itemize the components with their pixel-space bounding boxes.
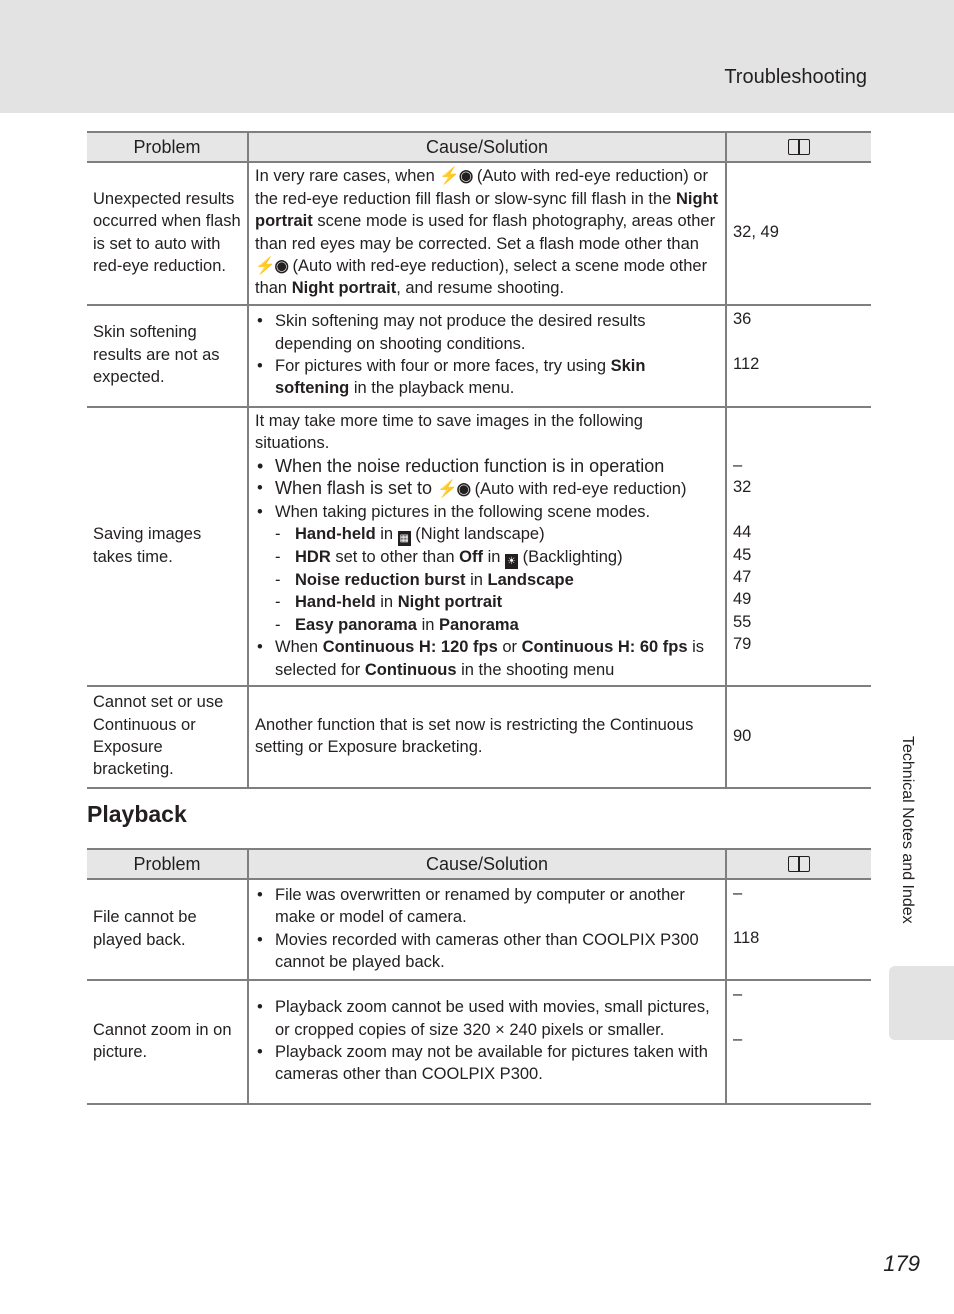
backlighting-icon: ☀ xyxy=(505,554,518,569)
cause-cell xyxy=(248,980,726,1104)
page-ref-cell: – 118 xyxy=(726,879,871,980)
dash-item: - Hand-held in ▦ (Night landscape) xyxy=(255,523,720,546)
bullet-item: • File was overwritten or renamed by computer or another make or model of camera. xyxy=(255,884,720,929)
bullet-item: • Movies recorded with cameras other than COOLPIX P300 cannot be played back. xyxy=(255,929,720,974)
bullet-item: • Playback zoom may not be available for pictures taken with cameras other than COOLPIX P300. xyxy=(255,1041,720,1086)
side-section-label: Technical Notes and Index xyxy=(899,736,916,924)
flash-red-eye-icon: ⚡◉ xyxy=(437,480,471,499)
table-row xyxy=(87,162,871,305)
problem-cell: Cannot zoom in on picture. xyxy=(87,980,248,1104)
page-ref-cell: – 32 44 45 47 49 55 79 xyxy=(726,407,871,686)
page-ref-header xyxy=(726,849,871,879)
page-ref-cell: 90 xyxy=(726,686,871,788)
table-row xyxy=(87,686,871,788)
problem-cell: Unexpected results occurred when flash is set to auto with red-eye reduction. xyxy=(87,162,248,305)
problem-cell: File cannot be played back. xyxy=(87,879,248,980)
problem-header: Problem xyxy=(87,132,248,162)
dash-item: - HDR set to other than Off in ☀ (Backlighting) xyxy=(255,546,720,569)
problem-cell: Skin softening results are not as expected. xyxy=(87,305,248,407)
bullet-item: • When flash is set to ⚡◉ (Auto with red-eye reduction) xyxy=(255,477,720,500)
playback-table xyxy=(87,848,871,1105)
page-ref-cell: – – xyxy=(726,980,871,1104)
flash-red-eye-icon: ⚡◉ xyxy=(255,256,288,275)
bullet-item: • When the noise reduction function is in operation xyxy=(255,455,720,477)
section-thumb-tab xyxy=(889,966,954,1040)
bullet-item: • Skin softening may not produce the desired results depending on shooting conditions. xyxy=(255,310,720,355)
flash-red-eye-icon: ⚡◉ xyxy=(439,167,473,186)
table-row xyxy=(87,980,871,1104)
problem-cell: Cannot set or use Continuous or Exposure bracketing. xyxy=(87,686,248,788)
table-row xyxy=(87,879,871,980)
cause-cell: It may take more time to save images in the following situations. • When the noise reduction function is in operation • When flash is set to ⚡◉ (Auto with red-eye reduction) • When taking pictures in the following scene modes. - Hand-held in ▦ (Night landscape) - HDR set to other than Off in ☀ (Backlighting) - Noise reduction burst in Landscape - Hand-held in Night portrait - Easy panorama in Panorama • When Continuous H: 120 fps or Continuous H: 60 fps is selected for Continuous in the shooting menu xyxy=(248,407,726,686)
book-reference-icon xyxy=(788,856,810,872)
dash-item: - Noise reduction burst in Landscape xyxy=(255,569,720,591)
problem-header: Problem xyxy=(87,849,248,879)
table-header-row xyxy=(87,132,871,162)
page-ref-cell: 36 112 xyxy=(726,305,871,407)
page-ref-header xyxy=(726,132,871,162)
cause-cell: Another function that is set now is restricting the Continuous setting or Exposure bracketing. xyxy=(248,686,726,788)
troubleshooting-table xyxy=(87,131,871,789)
cause-header: Cause/Solution xyxy=(248,849,726,879)
cause-cell xyxy=(248,879,726,980)
header-band xyxy=(0,0,954,113)
bullet-item: • When Continuous H: 120 fps or Continuous H: 60 fps is selected for Continuous in the shooting menu xyxy=(255,636,720,681)
problem-cell: Saving images takes time. xyxy=(87,407,248,686)
bullet-item: • Playback zoom cannot be used with movies, small pictures, or cropped copies of size 320 × 240 pixels or smaller. xyxy=(255,996,720,1041)
table-row xyxy=(87,407,871,686)
bullet-item: • For pictures with four or more faces, try using Skin softening in the playback menu. xyxy=(255,355,720,400)
page-number: 179 xyxy=(883,1251,920,1276)
table-row xyxy=(87,305,871,407)
dash-item: - Hand-held in Night portrait xyxy=(255,591,720,613)
cause-cell xyxy=(248,305,726,407)
page-ref-cell: 32, 49 xyxy=(726,162,871,305)
dash-item: - Easy panorama in Panorama xyxy=(255,614,720,636)
playback-heading: Playback xyxy=(87,801,187,827)
table-header-row xyxy=(87,849,871,879)
section-title: Troubleshooting xyxy=(724,66,867,88)
night-landscape-icon: ▦ xyxy=(399,533,409,545)
cause-header: Cause/Solution xyxy=(248,132,726,162)
bullet-item: • When taking pictures in the following scene modes. - Hand-held in ▦ (Night landscape) - HDR set to other than Off in ☀ (Backlighting) - Noise reduction burst in Landscape - Hand-held in Night portrait - Easy panorama in Panorama xyxy=(255,501,720,637)
book-reference-icon xyxy=(788,139,810,155)
cause-cell: In very rare cases, when ⚡◉ (Auto with red-eye reduction) or the red-eye reduction fill flash or slow-sync fill flash in the Night portrait scene mode is used for flash photography, areas other than red eyes may be corrected. Set a flash mode other than ⚡◉ (Auto with red-eye reduction), select a scene mode other than Night portrait, and resume shooting. xyxy=(248,162,726,305)
